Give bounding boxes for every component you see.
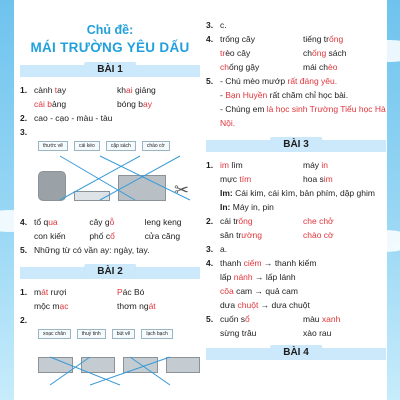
answer-row: sân trường chào cờ	[220, 230, 334, 240]
answer-row: trèo cây chống sách	[220, 48, 347, 58]
answer-text: In: Máy in, pin	[220, 202, 274, 212]
matching-lines	[20, 355, 200, 395]
section-header-bai4	[206, 348, 386, 360]
word-chip: lạch bạch	[141, 329, 172, 339]
answer-text: - Bạn Huyền rất chăm chỉ học bài.	[220, 90, 349, 100]
left-column	[20, 0, 200, 373]
matching-lines	[20, 0, 200, 400]
answer-row: mực tím hoa sim	[220, 174, 333, 184]
answer-text: Im: Cái kim, cái kìm, bản phím, dập ghim	[220, 188, 375, 198]
answer-row: 5. Những từ có vần ay: ngày, tay.	[20, 245, 150, 256]
section-header-bai2	[20, 267, 200, 279]
word-chip: cặp sách	[106, 141, 136, 151]
section-title: BÀI 3	[270, 137, 322, 152]
answer-row: 2. cái trống che chở	[206, 216, 334, 226]
word-chip: xoạc chân	[38, 329, 71, 339]
title-line-2: MÁI TRƯỜNG YÊU DẤU	[30, 39, 190, 55]
answer-row: 1. mát rượi Pác Bó	[20, 287, 145, 298]
answer-text: lấp nánh → lấp lánh	[220, 272, 296, 282]
answer-row: 3. c.	[206, 20, 227, 30]
word-chip: bút vẽ	[112, 329, 136, 339]
answer-row: 5. cuốn sổ màu xanh	[206, 314, 341, 324]
word-chip: thuỷ tinh	[77, 329, 106, 339]
answer-row: 3. a.	[206, 244, 228, 254]
answer-row: con kiến phố cổ cửa căng	[34, 231, 181, 242]
answer-text: cao - cạo - màu - tàu	[34, 113, 113, 124]
answer-row: 1. im lìm máy in	[206, 160, 329, 170]
word-chip: thước vẽ	[38, 141, 68, 151]
answer-row: 3.	[20, 127, 28, 138]
section-header-bai3	[206, 140, 386, 152]
worksheet-page	[14, 0, 387, 400]
right-column	[206, 18, 386, 366]
answer-row: cái bảng bóng bay	[34, 99, 152, 110]
title-line-1: Chủ đề:	[86, 23, 134, 37]
item-number: 1.	[20, 85, 28, 96]
answer-row: 2. cao - cạo - màu - tàu	[20, 113, 113, 124]
answer-row: 2.	[20, 315, 28, 326]
answer-row: 5. - Chú mèo mướp rất đáng yêu.	[206, 76, 338, 86]
answer-row: mộc mạc thơm ngát	[34, 301, 156, 312]
word-chip: cái kéo	[74, 141, 100, 151]
section-title: BÀI 4	[270, 345, 322, 360]
answer-row: chống gậy mái chèo	[220, 62, 338, 72]
answer-row: 4. thanh ciếm → thanh kiếm	[206, 258, 317, 268]
answer-row: 1. cành tay khai giảng	[20, 85, 156, 96]
answer-text: dưa chuột → dưa chuột	[220, 300, 310, 310]
answer-row: 4. trống cây tiếng trống	[206, 34, 344, 44]
answer-text: - Chúng em là học sinh Trường Tiểu học Hà Nội.	[220, 104, 386, 128]
scissors-icon: ✂	[174, 180, 190, 201]
section-title: BÀI 1	[84, 62, 136, 77]
answer-text: Những từ có vần ay: ngày, tay.	[34, 245, 150, 256]
answer-row: sừng trâu xào rau	[220, 328, 332, 338]
answer-text: côa cam → quả cam	[220, 286, 298, 296]
word-chip: chào cờ	[142, 141, 170, 151]
answer-row: 4. tổ qua cây gỗ leng keng	[20, 217, 182, 228]
section-title: BÀI 2	[84, 264, 136, 279]
